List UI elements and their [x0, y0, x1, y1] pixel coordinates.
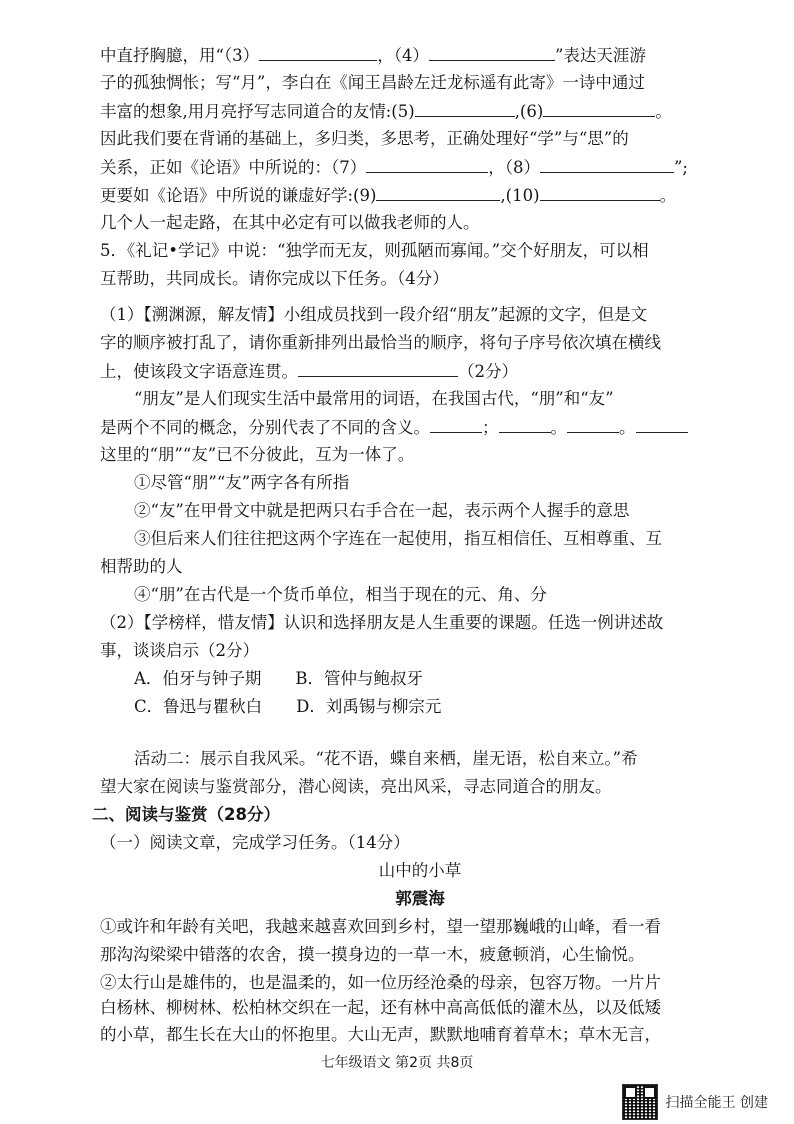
answer-blank[interactable] [543, 98, 655, 117]
answer-blank[interactable] [540, 154, 674, 173]
page-footer: 七年级语文 第2页 共8页 [320, 1055, 474, 1071]
sentence-option: ④“朋”在古代是一个货币单位，相当于现在的元、角、分 [134, 585, 547, 604]
paragraph-line: ①或许和年龄有关吧，我越来越喜欢回到乡村，望一望那巍峨的山峰，看一看 [100, 917, 661, 936]
sentence-option: ③但后来人们往往把这两个字连在一起使用，指互相信任、互相尊重、互 [134, 529, 662, 548]
article-author: 郭震海 [395, 889, 445, 908]
answer-blank[interactable] [430, 414, 482, 433]
text-line: 中直抒胸臆，用“（3） ，（4） ”表达天涯游 [100, 42, 760, 69]
answer-blank[interactable] [298, 358, 458, 377]
text-line: 望大家在阅读与鉴赏部分，潜心阅读，亮出风采，寻志同道合的朋友。 [100, 777, 612, 796]
qr-code-icon [622, 1084, 658, 1120]
choice-d: D．刘禹锡与柳宗元 [296, 697, 442, 716]
sentence-option: ②“友”在甲骨文中就是把两只右手合在一起，表示两个人握手的意思 [134, 501, 630, 520]
answer-blank[interactable] [540, 182, 660, 201]
activity-two: 活动二：展示自我风采。“花不语，蝶自来栖，崖无语，松自来立。”希 [134, 749, 638, 768]
paragraph-line: 的小草，都生长在大山的怀抱里。大山无声，默默地哺育着草木；草木无言， [100, 1025, 661, 1044]
choice-a: A．伯牙与钟子期 [134, 669, 262, 688]
choice-b: B．管仲与鲍叔牙 [295, 669, 424, 688]
answer-blank[interactable] [415, 98, 515, 117]
text-line: 子的孤独惆怅；写“月”，李白在《闻王昌龄左迁龙标遥有此寄》一诗中通过 [100, 73, 645, 92]
text-line: 是两个不同的概念，分别代表了不同的含义。 ； 。 。 [100, 414, 760, 441]
answer-blank[interactable] [376, 182, 500, 201]
text-line: 互帮助，共同成长。请你完成以下任务。（4分） [100, 269, 449, 288]
answer-blank[interactable] [636, 414, 688, 433]
text-line: 上，使该段文字语意连贯。 （2分） [100, 358, 760, 385]
article-title: 山中的小草 [378, 861, 462, 880]
paragraph-line: 那沟沟梁梁中错落的农舍，摸一摸身边的一草一木，疲惫顿消，心生愉悦。 [100, 945, 645, 964]
scanner-watermark [622, 1084, 768, 1120]
answer-blank[interactable] [429, 42, 555, 61]
subquestion-2: （2）【学榜样，惜友情】认识和选择朋友是人生重要的课题。任选一例讲述故 [100, 613, 664, 632]
section-heading: 二、阅读与鉴赏（28分） [92, 805, 280, 824]
text-line: 字的顺序被打乱了，请你重新排列出最恰当的顺序，将句子序号依次填在横线 [100, 333, 661, 352]
paragraph-line: ②太行山是雄伟的，也是温柔的，如一位历经沧桑的母亲，包容万物。一片片 [100, 973, 661, 992]
text-line: 事，谈谈启示（2分） [100, 641, 259, 660]
scanner-label: 扫描全能王 创建 [665, 1095, 768, 1111]
text-line: 这里的“朋”“友”已不分彼此，互为一体了。 [100, 445, 415, 464]
choice-row [134, 694, 794, 720]
answer-blank[interactable] [366, 154, 488, 173]
answer-blank[interactable] [567, 414, 619, 433]
paragraph-line: 白杨林、柳树林、松柏林交织在一起，还有林中高高低低的灌木丛，以及低矮 [100, 998, 661, 1017]
answer-blank[interactable] [259, 42, 377, 61]
question-5-heading: 5．《礼记•学记》中说：“独学而无友，则孤陋而寡闻。”交个好朋友，可以相 [100, 241, 649, 260]
choice-row [134, 666, 794, 692]
text-line: 相帮助的人 [100, 557, 183, 576]
choice-c: C．鲁迅与瞿秋白 [134, 697, 263, 716]
text-line: 关系，正如《论语》中所说的：（7） ，（8） ”; [100, 154, 760, 181]
text-line: 几个人一起走路，在其中必定有可以做我老师的人。 [100, 213, 480, 232]
text-line: “朋友”是人们现实生活中最常用的词语，在我国古代，“朋”和“友” [134, 389, 614, 408]
text-line: 更要如《论语》中所说的谦虚好学:(9) ,(10) 。 [100, 182, 760, 209]
reading-instruction: （一）阅读文章，完成学习任务。（14分） [100, 833, 410, 852]
sentence-option: ①尽管“朋”“友”两字各有所指 [134, 473, 350, 492]
text-line: 因此我们要在背诵的基础上，多归类，多思考，正确处理好“学”与“思”的 [100, 129, 629, 148]
subquestion-1: （1）【溯渊源，解友情】小组成员找到一段介绍“朋友”起源的文字，但是文 [100, 305, 648, 324]
answer-blank[interactable] [499, 414, 551, 433]
text-line: 丰富的想象,用月亮抒写志同道合的友情:(5) ,(6) 。 [100, 98, 760, 125]
